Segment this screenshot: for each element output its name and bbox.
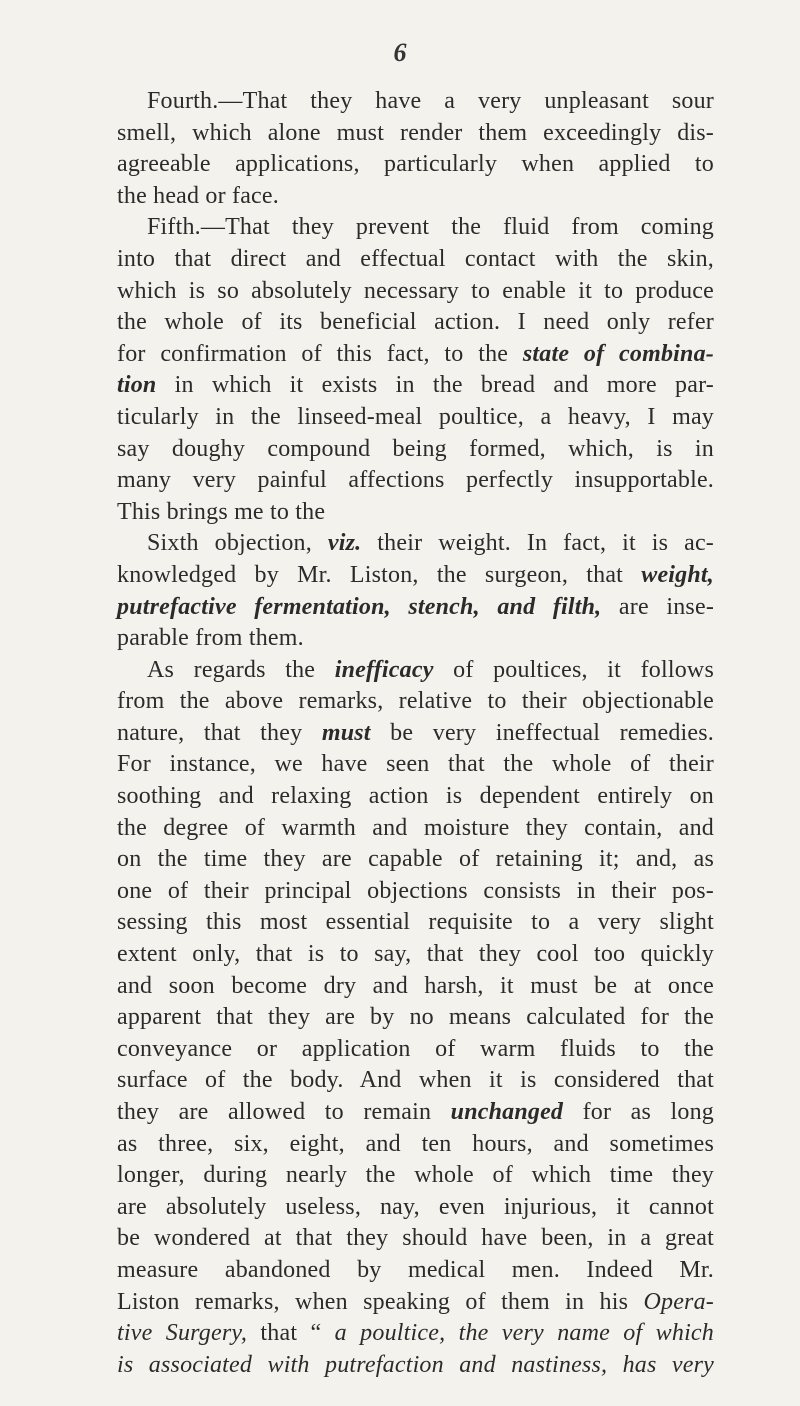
text-line (117, 1097, 714, 1129)
text-segment: as three, six, eight, and ten hours, and sometimes (117, 1130, 714, 1157)
text-line (117, 876, 714, 908)
body-text (117, 86, 714, 1381)
text-line (117, 86, 714, 118)
text-line (117, 244, 714, 276)
emphasis-segment: viz. (327, 530, 362, 557)
text-line (117, 339, 714, 371)
text-segment: Fifth.—That they prevent the fluid from coming (147, 214, 714, 241)
text-segment: in which it exists in the bread and more par- (156, 372, 714, 399)
text-segment: Sixth objection, (147, 530, 328, 557)
text-line (117, 1160, 714, 1192)
text-segment: the head or face. (117, 182, 279, 209)
emphasis-segment: inefficacy (334, 656, 434, 683)
text-segment: their weight. In fact, it is ac- (361, 530, 714, 557)
text-segment: conveyance or application of warm fluids to the (117, 1035, 714, 1062)
text-segment: ticularly in the linseed-meal poultice, a heavy, I may (117, 403, 714, 430)
text-line (117, 1034, 714, 1066)
text-line (117, 181, 714, 213)
emphasis-segment: Opera- (643, 1288, 714, 1315)
text-segment: As regards the (147, 656, 335, 683)
text-line (117, 907, 714, 939)
text-segment: soothing and relaxing action is dependent entirely on (117, 783, 714, 810)
text-segment: sessing this most essential requisite to a very slight (117, 909, 714, 936)
emphasis-segment: is associated with putrefaction and nastiness, has very (117, 1351, 714, 1378)
text-segment: are inse- (601, 593, 715, 620)
text-segment: for confirmation of this fact, to the (117, 340, 523, 367)
text-segment: measure abandoned by medical men. Indeed Mr. (117, 1256, 714, 1283)
text-segment: apparent that they are by no means calculated for the (117, 1004, 714, 1031)
text-line (117, 1287, 714, 1319)
text-line (117, 592, 714, 624)
text-line (117, 1002, 714, 1034)
text-line (117, 370, 714, 402)
text-line (117, 844, 714, 876)
text-line (117, 939, 714, 971)
text-line (117, 149, 714, 181)
text-segment: say doughy compound being formed, which, is in (117, 435, 714, 462)
text-segment: of poultices, it follows (433, 656, 714, 683)
emphasis-segment: tive Surgery, (117, 1320, 248, 1347)
text-segment: This brings me to the (117, 498, 326, 525)
text-segment: and soon become dry and harsh, it must be at once (117, 972, 714, 999)
text-line (117, 1318, 714, 1350)
text-line (117, 434, 714, 466)
text-segment: Liston remarks, when speaking of them in his (117, 1288, 644, 1315)
text-line (117, 623, 714, 655)
text-segment: on the time they are capable of retaining it; and, as (117, 846, 714, 873)
text-segment: which is so absolutely necessary to enable it to produce (117, 277, 714, 304)
text-segment: they are allowed to remain (117, 1099, 451, 1125)
text-line (117, 465, 714, 497)
text-line (117, 781, 714, 813)
text-segment: extent only, that is to say, that they cool too quickly (117, 941, 714, 968)
text-line (117, 1129, 714, 1161)
text-line (117, 212, 714, 244)
text-line (117, 1192, 714, 1224)
text-line (117, 402, 714, 434)
text-line (117, 307, 714, 339)
text-segment: nature, that they (117, 719, 322, 746)
emphasis-segment: tion (117, 372, 157, 399)
text-line (117, 1223, 714, 1255)
text-line (117, 528, 714, 560)
page-number: 6 (393, 38, 407, 67)
text-segment: Fourth.—That they have a very unpleasant sour (147, 88, 714, 114)
emphasis-segment: a poultice, the very name of which (334, 1320, 714, 1347)
text-segment: that “ (247, 1320, 335, 1347)
text-segment: agreeable applications, particularly when applied to (117, 151, 714, 178)
text-segment: the degree of warmth and moisture they contain, and (117, 814, 714, 841)
text-line (117, 813, 714, 845)
text-segment: surface of the body. And when it is considered that (117, 1067, 714, 1094)
emphasis-segment: state of combina- (522, 340, 714, 367)
text-line (117, 497, 714, 529)
emphasis-segment: putrefactive fermentation, stench, and filth, (117, 593, 602, 620)
text-segment: into that direct and effectual contact with the skin, (117, 245, 714, 272)
text-segment: be wondered at that they should have been, in a great (117, 1225, 714, 1252)
text-line (117, 1255, 714, 1287)
text-segment: be very ineffectual remedies. (370, 719, 715, 746)
text-line (117, 118, 714, 150)
text-segment: from the above remarks, relative to their objectionable (117, 688, 714, 715)
text-line (117, 655, 714, 687)
text-line (117, 276, 714, 308)
text-line (117, 718, 714, 750)
text-line (117, 971, 714, 1003)
text-segment: the whole of its beneficial action. I need only refer (117, 309, 714, 336)
text-segment: for as long (563, 1099, 714, 1125)
text-line (117, 560, 714, 592)
emphasis-segment: weight, (641, 561, 714, 588)
text-line (117, 1350, 714, 1382)
text-segment: smell, which alone must render them exceedingly dis- (117, 119, 714, 146)
text-segment: knowledged by Mr. Liston, the surgeon, that (117, 561, 642, 588)
text-segment: many very painful affections perfectly insupportable. (117, 467, 714, 494)
text-segment: are absolutely useless, nay, even injurious, it cannot (117, 1193, 714, 1220)
emphasis-segment: unchanged (450, 1099, 564, 1125)
text-segment: one of their principal objections consists in their pos- (117, 877, 714, 904)
text-line (117, 1065, 714, 1097)
emphasis-segment: must (321, 719, 371, 746)
text-segment: longer, during nearly the whole of which time they (117, 1162, 714, 1189)
text-line (117, 686, 714, 718)
text-line (117, 749, 714, 781)
text-segment: parable from them. (117, 625, 304, 652)
text-segment: For instance, we have seen that the whole of their (117, 751, 714, 778)
